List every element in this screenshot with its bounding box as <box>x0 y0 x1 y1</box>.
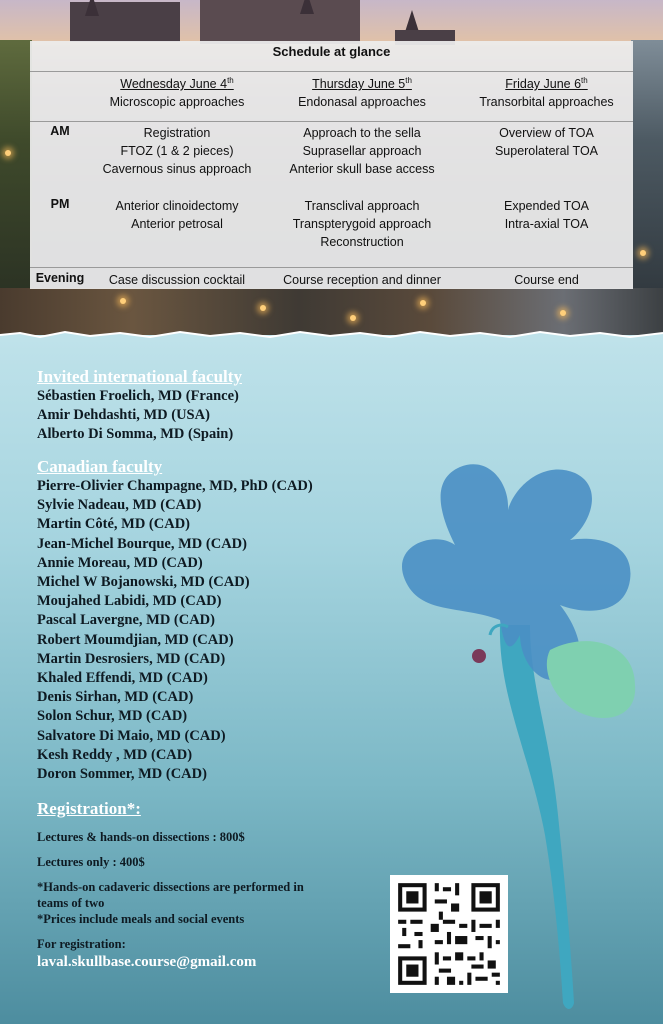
row-label-evening: Evening <box>35 271 85 285</box>
day-header-friday: Friday June 6th Transorbital approaches <box>460 72 633 111</box>
day-topic: Transorbital approaches <box>479 95 614 110</box>
note-meals: *Prices include meals and social events <box>37 912 245 926</box>
faculty-name: Pascal Lavergne, MD (CAD) <box>37 612 215 629</box>
evening-thursday-cell: Course reception and dinner <box>283 273 441 287</box>
faculty-name: Kesh Reddy , MD (CAD) <box>37 746 193 763</box>
am-thursday-cell: Approach to the sella Suprasellar approach Anterior skull base access <box>289 126 435 176</box>
cerebellum-shape <box>547 641 635 718</box>
faculty-name: Sébastien Froelich, MD (France) <box>37 388 239 404</box>
registration-qr-code[interactable] <box>390 875 508 993</box>
day-header-thursday: Thursday June 5th Endonasal approaches <box>268 72 456 111</box>
note-teams-cont: teams of two <box>37 896 105 910</box>
faculty-name: Khaled Effendi, MD (CAD) <box>37 670 208 687</box>
international-faculty-heading: Invited international faculty <box>37 367 242 386</box>
faculty-name: Salvatore Di Maio, MD (CAD) <box>37 727 226 744</box>
faculty-name: Doron Sommer, MD (CAD) <box>37 766 207 783</box>
am-friday-cell: Overview of TOA Superolateral TOA <box>494 126 599 158</box>
day-topic: Endonasal approaches <box>298 95 426 110</box>
registration-email[interactable]: laval.skullbase.course@gmail.com <box>37 954 257 970</box>
evening-friday-cell: Course end <box>514 273 579 287</box>
faculty-name: Sylvie Nadeau, MD (CAD) <box>37 497 202 514</box>
faculty-name: Annie Moreau, MD (CAD) <box>37 554 203 571</box>
registration-contact-label: For registration: <box>37 937 126 951</box>
faculty-name: Moujahed Labidi, MD (CAD) <box>37 593 222 610</box>
faculty-name: Martin Desrosiers, MD (CAD) <box>37 650 226 667</box>
faculty-name: Robert Moumdjian, MD (CAD) <box>37 631 234 648</box>
schedule-title: Schedule at glance <box>272 44 391 59</box>
price-full: Lectures & hands-on dissections : 800$ <box>37 830 245 844</box>
faculty-name: Pierre-Olivier Champagne, MD, PhD (CAD) <box>37 478 313 494</box>
am-wednesday-cell: Registration FTOZ (1 & 2 pieces) Cavernous sinus approach <box>102 126 252 176</box>
pm-friday-cell: Expended TOA Intra-axial TOA <box>503 199 590 231</box>
pm-thursday-cell: Transclival approach Transpterygoid approach Reconstruction <box>292 199 432 249</box>
faculty-name: Amir Dehdashti, MD (USA) <box>37 407 210 424</box>
registration-heading: Registration*: <box>37 799 141 818</box>
faculty-name: Jean-Michel Bourque, MD (CAD) <box>37 535 247 552</box>
row-label-am: AM <box>50 124 70 138</box>
international-faculty-block <box>37 367 242 445</box>
canadian-faculty-block <box>37 457 313 784</box>
faculty-name: Alberto Di Somma, MD (Spain) <box>37 426 234 443</box>
faculty-name: Denis Sirhan, MD (CAD) <box>37 689 194 706</box>
accent-dot <box>472 649 486 663</box>
faculty-name: Solon Schur, MD (CAD) <box>37 708 188 725</box>
canadian-faculty-heading: Canadian faculty <box>37 457 163 476</box>
day-header-wednesday: Wednesday June 4th Microscopic approaches <box>92 72 262 111</box>
registration-block <box>37 799 304 971</box>
evening-wednesday-cell: Case discussion cocktail <box>108 273 246 287</box>
faculty-name: Martin Côté, MD (CAD) <box>37 516 191 533</box>
price-lectures-only: Lectures only : 400$ <box>37 855 145 869</box>
row-label-pm: PM <box>50 197 70 211</box>
faculty-name: Michel W Bojanowski, MD (CAD) <box>37 574 250 591</box>
torn-paper-edge <box>0 328 663 342</box>
schedule-table <box>30 41 633 289</box>
pm-wednesday-cell: Anterior clinoidectomy Anterior petrosal <box>115 199 239 231</box>
day-topic: Microscopic approaches <box>109 95 245 110</box>
note-teams: *Hands-on cadaveric dissections are performed in <box>37 880 304 894</box>
